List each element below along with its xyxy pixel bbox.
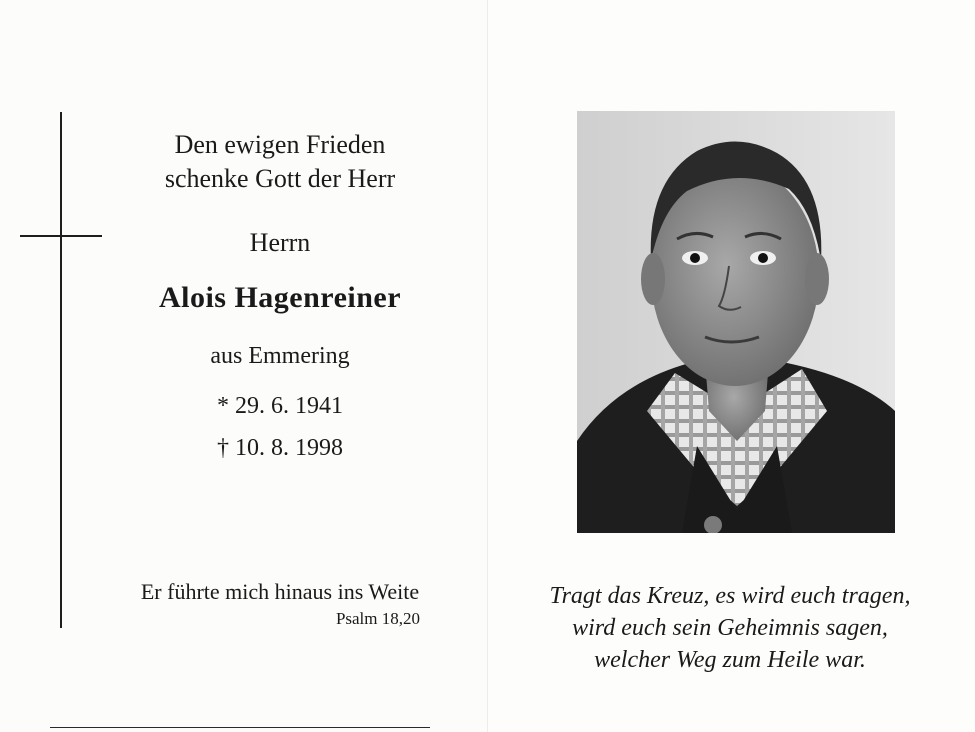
salutation: Herrn bbox=[249, 228, 311, 257]
portrait-photo bbox=[577, 111, 895, 533]
bible-quote: Er führte mich hinaus ins Weite bbox=[140, 579, 420, 604]
quote-source: Psalm 18,20 bbox=[335, 609, 420, 628]
intro-line-2: schenke Gott der Herr bbox=[164, 164, 396, 193]
hometown: aus Emmering bbox=[210, 343, 350, 369]
bottom-rule bbox=[50, 727, 430, 728]
poem-line-3: welcher Weg zum Heile war. bbox=[594, 647, 866, 673]
deceased-name: Alois Hagenreiner bbox=[158, 281, 402, 314]
birth-date: * 29. 6. 1941 bbox=[217, 393, 343, 419]
poem-line-1: Tragt das Kreuz, es wird euch tragen, bbox=[549, 583, 911, 609]
death-date: † 10. 8. 1998 bbox=[217, 435, 343, 461]
memorial-poem bbox=[520, 580, 940, 676]
poem-line-2: wird euch sein Geheimnis sagen, bbox=[572, 615, 888, 641]
cross-vertical-bar bbox=[60, 112, 62, 628]
portrait-illustration bbox=[577, 111, 895, 533]
cross-horizontal-bar bbox=[20, 235, 102, 237]
intro-text bbox=[100, 128, 460, 196]
card-fold-line bbox=[487, 0, 488, 732]
intro-line-1: Den ewigen Frieden bbox=[174, 130, 386, 159]
